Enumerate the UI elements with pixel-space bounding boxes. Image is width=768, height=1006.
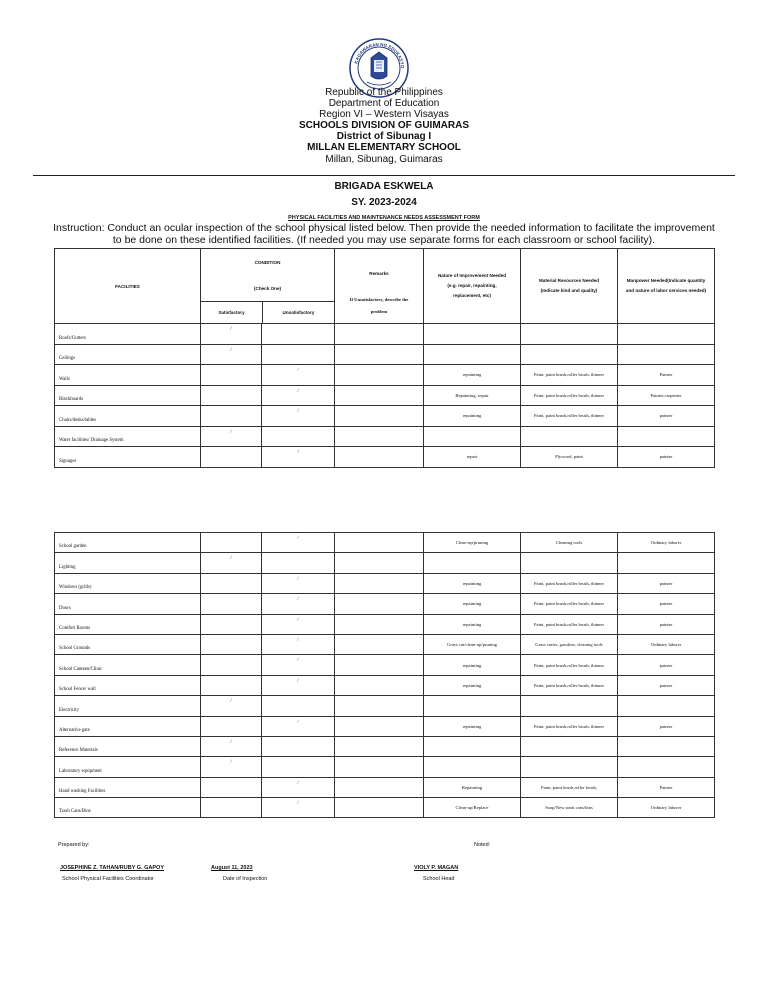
facility-cell: Alternative gate: [55, 716, 201, 736]
material-cell: Cleaning tools: [521, 533, 618, 553]
unsatisfactory-cell: /: [262, 594, 335, 614]
satisfactory-label: Satisfactory: [201, 302, 263, 323]
header-nature: [424, 249, 521, 324]
manpower-cell: [618, 324, 715, 345]
unsatisfactory-cell: /: [262, 716, 335, 736]
remarks-cell: [335, 798, 424, 818]
inspection-date: August 11, 2023: [211, 865, 253, 871]
nature-cell: [424, 344, 521, 365]
nature-cell: [424, 736, 521, 756]
nature-cell: Clean-up/Replace: [424, 798, 521, 818]
nature-cell: repainting: [424, 406, 521, 427]
table-row: [55, 777, 715, 797]
instruction-text: Instruction: Conduct an ocular inspection of the school physical listed below. Then provide the needed information to facilitate the improvement to be done on these identified facilities. (If needed you may use separate forms for each classroom or school facility).: [53, 222, 715, 246]
table-row: [55, 736, 715, 756]
table-row: [55, 553, 715, 573]
remarks-cell: [335, 777, 424, 797]
nature-label-3: replacement, etc): [453, 293, 491, 298]
material-cell: [521, 344, 618, 365]
manpower-cell: painter: [618, 675, 715, 695]
header-divider: [33, 175, 735, 176]
nature-cell: [424, 696, 521, 716]
facility-cell: Signages: [55, 447, 201, 468]
material-cell: [521, 757, 618, 777]
satisfactory-cell: [201, 365, 262, 386]
facility-cell: Water facilities/ Drainage System: [55, 426, 201, 447]
table-row: [55, 385, 715, 406]
satisfactory-cell: [201, 614, 262, 634]
unsatisfactory-cell: [262, 426, 335, 447]
coordinator-name: JOSEPHINE Z. TAHAN/RUBY G. GAPOY: [60, 865, 165, 871]
manpower-label-1: Manpower Needed(Indicate quantity: [626, 278, 706, 283]
header-department: Department of Education: [328, 98, 440, 109]
table-row: [55, 655, 715, 675]
unsatisfactory-cell: /: [262, 447, 335, 468]
material-cell: Paint, paint brush,roller brush, thinner: [521, 716, 618, 736]
table-row: [55, 696, 715, 716]
manpower-cell: Painter: [618, 365, 715, 386]
noted-label: Noted:: [474, 842, 491, 848]
satisfactory-cell: /: [201, 757, 262, 777]
material-cell: Paint, paint brush,roller brush, thinner: [521, 614, 618, 634]
facility-cell: Electricity: [55, 696, 201, 716]
manpower-cell: Painter: [618, 777, 715, 797]
header-material: [521, 249, 618, 324]
manpower-cell: painter: [618, 614, 715, 634]
remarks-cell: [335, 324, 424, 345]
nature-cell: repainting: [424, 655, 521, 675]
condition-label: CONDITION: [254, 259, 281, 265]
material-cell: Paint, paint brush,roller brush, thinner: [521, 655, 618, 675]
material-cell: Paint, paint brush,roller brush, thinner: [521, 365, 618, 386]
nature-cell: repair: [424, 447, 521, 468]
satisfactory-cell: /: [201, 696, 262, 716]
header-school: MILLAN ELEMENTARY SCHOOL: [307, 142, 461, 153]
manpower-cell: painter: [618, 447, 715, 468]
satisfactory-cell: [201, 634, 262, 654]
material-cell: Paint, paint brush,roller brush, thinner: [521, 385, 618, 406]
satisfactory-cell: [201, 406, 262, 427]
nature-cell: repainting: [424, 594, 521, 614]
table-row: [55, 757, 715, 777]
unsatisfactory-cell: [262, 553, 335, 573]
program-title: BRIGADA ESKWELA: [334, 181, 434, 192]
unsatisfactory-cell: /: [262, 385, 335, 406]
school-head-title: School Head: [423, 876, 455, 882]
remarks-cell: [335, 344, 424, 365]
material-cell: Paint, paint brush,roller brush, thinner: [521, 675, 618, 695]
nature-cell: repainting: [424, 614, 521, 634]
header-condition: [201, 249, 335, 324]
date-label: Date of Inspection: [223, 876, 268, 882]
remarks-cell: [335, 614, 424, 634]
satisfactory-cell: /: [201, 736, 262, 756]
table-2-body: [55, 533, 715, 818]
manpower-cell: painter: [618, 406, 715, 427]
material-cell: [521, 553, 618, 573]
header-facilities: FACILITIES: [55, 249, 201, 324]
table-row: [55, 406, 715, 427]
facility-cell: Reference Materials: [55, 736, 201, 756]
table-row: [55, 594, 715, 614]
table-row: [55, 573, 715, 593]
remarks-label: Remarks: [369, 271, 389, 276]
header-address: Millan, Sibunag, Guimaras: [325, 154, 443, 165]
satisfactory-cell: [201, 798, 262, 818]
satisfactory-cell: [201, 716, 262, 736]
remarks-cell: [335, 757, 424, 777]
material-cell: Paint, paint brush,roller brush, thinner: [521, 594, 618, 614]
school-head-name: VIOLY P. MAGAN: [414, 865, 459, 871]
unsatisfactory-cell: [262, 736, 335, 756]
prepared-by-label: Prepared by:: [58, 842, 90, 848]
check-one-label: (Check One): [253, 285, 282, 291]
material-cell: Soap/New trash cans/bins: [521, 798, 618, 818]
manpower-cell: [618, 344, 715, 365]
unsatisfactory-cell: /: [262, 365, 335, 386]
satisfactory-cell: /: [201, 324, 262, 345]
nature-cell: Clean-up/pruning: [424, 533, 521, 553]
manpower-cell: Ordinary laborer: [618, 533, 715, 553]
remarks-cell: [335, 553, 424, 573]
remarks-cell: [335, 736, 424, 756]
manpower-cell: [618, 696, 715, 716]
table-row: [55, 426, 715, 447]
material-cell: Paint, paint brush,roller brush, thinner: [521, 573, 618, 593]
facility-cell: Hand washing Facilities: [55, 777, 201, 797]
manpower-cell: painter: [618, 655, 715, 675]
table-row: [55, 798, 715, 818]
unsatisfactory-cell: /: [262, 573, 335, 593]
facility-cell: School Grounds: [55, 634, 201, 654]
facility-cell: Comfort Rooms: [55, 614, 201, 634]
satisfactory-cell: [201, 594, 262, 614]
table-row: [55, 365, 715, 386]
unsatisfactory-cell: /: [262, 406, 335, 427]
unsatisfactory-cell: [262, 757, 335, 777]
unsatisfactory-cell: /: [262, 634, 335, 654]
manpower-cell: painter: [618, 573, 715, 593]
remarks-cell: [335, 573, 424, 593]
remarks-cell: [335, 365, 424, 386]
remarks-cell: [335, 594, 424, 614]
table-row: [55, 675, 715, 695]
facility-cell: Windows (grills): [55, 573, 201, 593]
material-cell: [521, 324, 618, 345]
header-region: Region VI – Western Visayas: [319, 109, 449, 120]
material-cell: [521, 736, 618, 756]
nature-cell: [424, 553, 521, 573]
seal-text: KAGAWARAN NG EDUKASYO: [353, 41, 406, 69]
remarks-cell: [335, 655, 424, 675]
facility-cell: Lighting: [55, 553, 201, 573]
satisfactory-cell: [201, 777, 262, 797]
table-row: [55, 614, 715, 634]
remarks-cell: [335, 634, 424, 654]
unsatisfactory-cell: [262, 324, 335, 345]
nature-cell: [424, 426, 521, 447]
satisfactory-cell: [201, 655, 262, 675]
facility-cell: Doors: [55, 594, 201, 614]
manpower-cell: painter: [618, 716, 715, 736]
material-label-1: Material Resources Needed: [539, 278, 600, 283]
unsatisfactory-cell: /: [262, 777, 335, 797]
table-row: [55, 447, 715, 468]
unsatisfactory-cell: /: [262, 798, 335, 818]
unsatisfactory-cell: /: [262, 533, 335, 553]
facility-cell: Trash Cans/Bins: [55, 798, 201, 818]
manpower-label-2: and nature of labor services needed): [625, 288, 707, 293]
nature-cell: Repainting, repair: [424, 385, 521, 406]
school-year: SY. 2023-2024: [351, 197, 417, 208]
unsatisfactory-label: Unsatisfactory: [282, 310, 315, 315]
table-row: [55, 324, 715, 345]
table-row: [55, 716, 715, 736]
unsatisfactory-cell: [262, 696, 335, 716]
material-cell: Grass cutter, gasoline, cleaning tools: [521, 634, 618, 654]
satisfactory-cell: [201, 447, 262, 468]
header-division: SCHOOLS DIVISION OF GUIMARAS: [298, 120, 469, 131]
remarks-cell: [335, 716, 424, 736]
remarks-cell: [335, 696, 424, 716]
table-1-body: [55, 324, 715, 468]
manpower-cell: [618, 757, 715, 777]
remarks-cell: [335, 675, 424, 695]
header-republic: Republic of the Philippines: [325, 87, 443, 98]
material-cell: [521, 426, 618, 447]
remarks-cell: [335, 385, 424, 406]
satisfactory-cell: [201, 573, 262, 593]
unsatisfactory-cell: /: [262, 675, 335, 695]
facilities-table-1: [54, 248, 715, 468]
manpower-cell: painter: [618, 594, 715, 614]
satisfactory-cell: /: [201, 426, 262, 447]
facility-cell: Chairs/desks/tables: [55, 406, 201, 427]
material-cell: Paint, paint brush,roller brush, thinner: [521, 406, 618, 427]
remarks-cell: [335, 406, 424, 427]
header-manpower: [618, 249, 715, 324]
facility-cell: Roofs/Gutters: [55, 324, 201, 345]
satisfactory-cell: /: [201, 344, 262, 365]
manpower-cell: [618, 426, 715, 447]
manpower-cell: Ordinary laborer: [618, 634, 715, 654]
table-row: [55, 634, 715, 654]
material-label-2: (Indicate kind and quality): [540, 288, 598, 293]
facility-cell: Walls: [55, 365, 201, 386]
facilities-table-2: [54, 532, 715, 818]
manpower-cell: [618, 736, 715, 756]
manpower-cell: Painter,carpenter: [618, 385, 715, 406]
header-district: District of Sibunag I: [336, 131, 432, 142]
nature-cell: Grass cut/clean-up/pruning: [424, 634, 521, 654]
facility-cell: Ceilings: [55, 344, 201, 365]
nature-cell: Repainting: [424, 777, 521, 797]
nature-label-2: (e.g. repair, repainting,: [447, 283, 497, 288]
unsatisfactory-cell: /: [262, 614, 335, 634]
satisfactory-cell: [201, 675, 262, 695]
coordinator-title: School Physical Facilities Coordinator: [62, 876, 155, 882]
nature-label-1: Nature of Improvement Needed: [437, 273, 507, 278]
nature-cell: [424, 757, 521, 777]
remarks-sub-2: problem: [370, 309, 388, 314]
nature-cell: repainting: [424, 675, 521, 695]
form-title: PHYSICAL FACILITIES AND MAINTENANCE NEEDS ASSESSMENT FORM: [288, 215, 480, 221]
table-row: [55, 533, 715, 553]
nature-cell: repainting: [424, 716, 521, 736]
unsatisfactory-cell: /: [262, 655, 335, 675]
satisfactory-cell: [201, 533, 262, 553]
facility-cell: School Canteen/Clinic: [55, 655, 201, 675]
unsatisfactory-cell: [262, 344, 335, 365]
table-row: [55, 344, 715, 365]
material-cell: Paint, paint brush,roller brush,: [521, 777, 618, 797]
nature-cell: repainting: [424, 573, 521, 593]
nature-cell: repainting: [424, 365, 521, 386]
satisfactory-cell: [201, 385, 262, 406]
manpower-cell: Ordinary laborer: [618, 798, 715, 818]
remarks-cell: [335, 447, 424, 468]
remarks-cell: [335, 426, 424, 447]
remarks-sub-1: If Unsatisfactory, describe the: [349, 297, 409, 302]
remarks-cell: [335, 533, 424, 553]
manpower-cell: [618, 553, 715, 573]
facility-cell: Blackboards: [55, 385, 201, 406]
nature-cell: [424, 324, 521, 345]
table-header-row: [55, 249, 715, 324]
material-cell: Plywood, paint: [521, 447, 618, 468]
facility-cell: School Fence/ wall: [55, 675, 201, 695]
header-remarks: [335, 249, 424, 324]
satisfactory-cell: /: [201, 553, 262, 573]
facility-cell: Laboratory equipment: [55, 757, 201, 777]
material-cell: [521, 696, 618, 716]
facility-cell: School garden: [55, 533, 201, 553]
